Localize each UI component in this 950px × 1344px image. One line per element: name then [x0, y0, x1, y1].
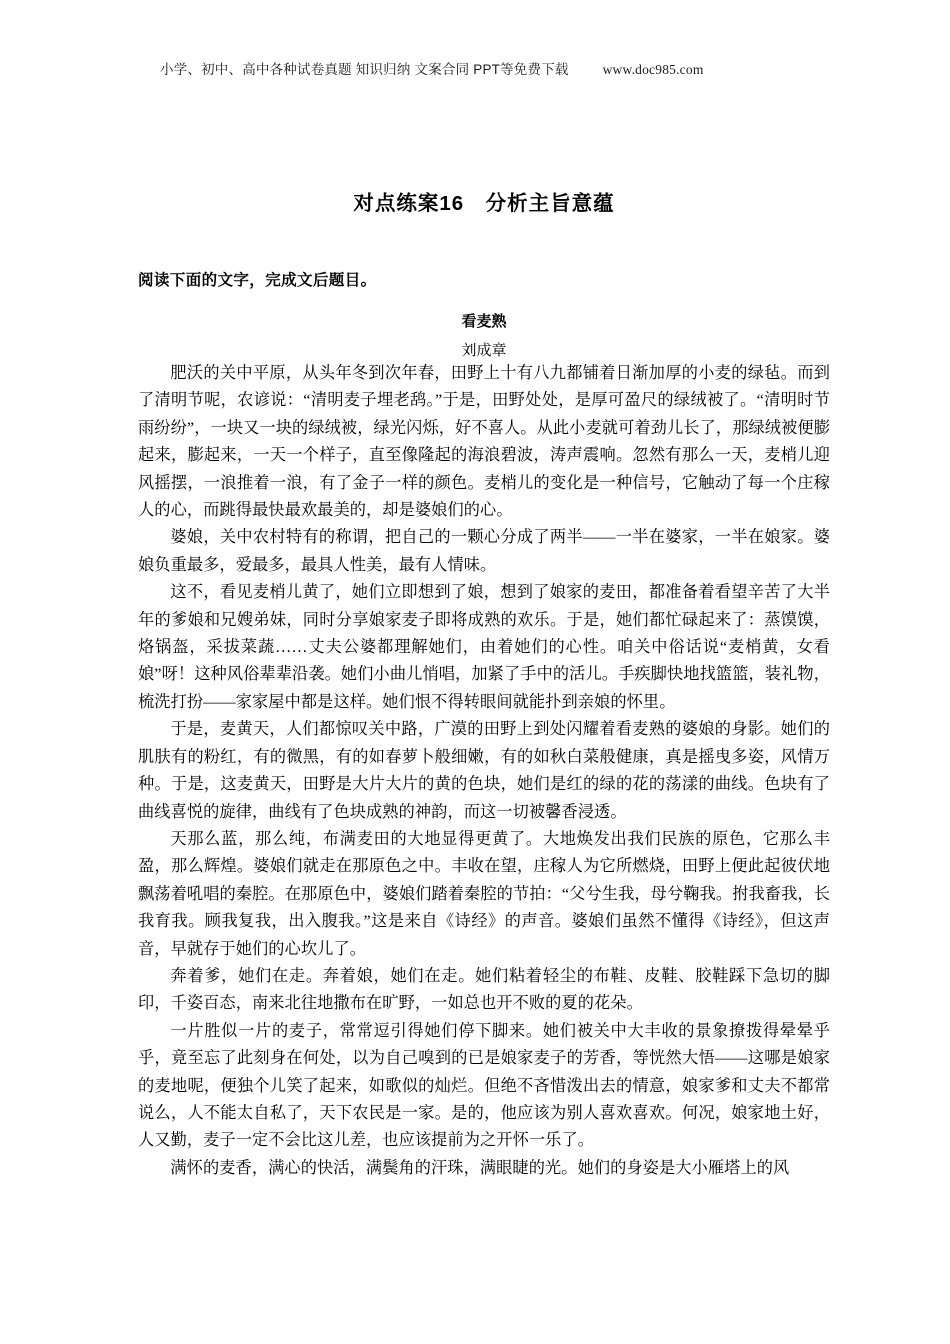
header-note-text: 小学、初中、高中各种试卷真题 知识归纳 文案合同 PPT等免费下载	[160, 62, 569, 77]
body-paragraph: 满怀的麦香，满心的快活，满鬓角的汗珠，满眼睫的光。她们的身姿是大小雁塔上的风	[170, 1158, 790, 1177]
page-header-note	[160, 58, 830, 78]
body-paragraph: 奔着爹，她们在走。奔着娘，她们在走。她们粘着轻尘的布鞋、皮鞋、胶鞋踩下急切的脚印，千姿百态，南来北往地撒布在旷野，一如总也开不败的夏的花朵。	[138, 966, 830, 1013]
body-paragraph: 肥沃的关中平原，从头年冬到次年春，田野上十有八九都铺着日渐加厚的小麦的绿毡。而到了清明节呢，农谚说：“清明麦子埋老鸹。”于是，田野处处，是厚可盈尺的绿绒被了。“清明时节雨纷纷”，一块又一块的绿绒被，绿光闪烁，好不喜人。从此小麦就可着劲儿长了，那绿绒被便膨起来，膨起来，一天一个样子，直至像隆起的海浪碧波，涛声震响。忽然有那么一天，麦梢儿迎风摇摆，一浪推着一浪，有了金子一样的颜色。麦梢儿的变化是一种信号，它触动了每一个庄稼人的心，而跳得最快最欢最美的，却是婆娘们的心。	[138, 364, 830, 520]
article-title: 看麦熟	[461, 313, 507, 330]
page-title: 对点练案16 分析主旨意蕴	[353, 192, 615, 215]
body-paragraph: 于是，麦黄天，人们都惊叹关中路，广漠的田野上到处闪耀着看麦熟的婆娘的身影。她们的肌肤有的粉红，有的微黑，有的如春萝卜般细嫩，有的如秋白菜般健康，真是摇曳多姿，风情万种。于是，这麦黄天，田野是大片大片的黄的色块，她们是红的绿的花的荡漾的曲线。色块有了曲线喜悦的旋律，曲线有了色块成熟的神韵，而这一切被馨香浸透。	[138, 720, 830, 821]
body-paragraph: 婆娘，关中农村特有的称谓，把自己的一颗心分成了两半——一半在婆家，一半在娘家。婆娘负重最多，爱最多，最具人性美，最有人情味。	[138, 528, 830, 574]
body-paragraph: 这不，看见麦梢儿黄了，她们立即想到了娘，想到了娘家的麦田，都准备着看望辛苦了大半年的爹娘和兄嫂弟妹，同时分享娘家麦子即将成熟的欢乐。于是，她们都忙碌起来了：蒸馍馍，烙锅盔，采拔菜蔬……丈夫公婆都理解她们，由着她们的心性。咱关中俗话说“麦梢黄，女看娘”呀！这种风俗辈辈沿袭。她们小曲儿悄唱，加紧了手中的活儿。手疾脚快地找篮篮，装礼物，梳洗打扮——家家屋中都是这样。她们恨不得转眼间就能扑到亲娘的怀里。	[138, 583, 830, 711]
body-paragraph: 天那么蓝，那么纯，布满麦田的大地显得更黄了。大地焕发出我们民族的原色，它那么丰盈，那么辉煌。婆娘们就走在那原色之中。丰收在望，庄稼人为它所燃烧，田野上便此起彼伏地飘荡着吼唱的秦腔。在那原色中，婆娘们踏着秦腔的节拍：“父兮生我，母兮鞠我。拊我畜我，长我育我。顾我复我，出入腹我。”这是来自《诗经》的声音。婆娘们虽然不懂得《诗经》，但这声音，早就存于她们的心坎儿了。	[138, 829, 830, 958]
header-site-url: www.doc985.com	[602, 62, 704, 77]
article-author: 刘成章	[461, 343, 507, 359]
body-paragraph: 一片胜似一片的麦子，常常逗引得她们停下脚来。她们被关中大丰收的景象撩拨得晕晕乎乎，竟至忘了此刻身在何处，以为自己嗅到的已是娘家麦子的芳香，等恍然大悟——这哪是娘家的麦地呢，便独个儿笑了起来，如歌似的灿烂。但绝不吝惜泼出去的情意，娘家爹和丈夫不都常说么，人不能太自私了，天下农民是一家。是的，他应该为别人喜欢喜欢。何况，娘家地土好，人又勤，麦子一定不会比这儿差，也应该提前为之开怀一乐了。	[138, 1021, 830, 1150]
instruction-line: 阅读下面的文字，完成文后题目。	[138, 272, 377, 289]
